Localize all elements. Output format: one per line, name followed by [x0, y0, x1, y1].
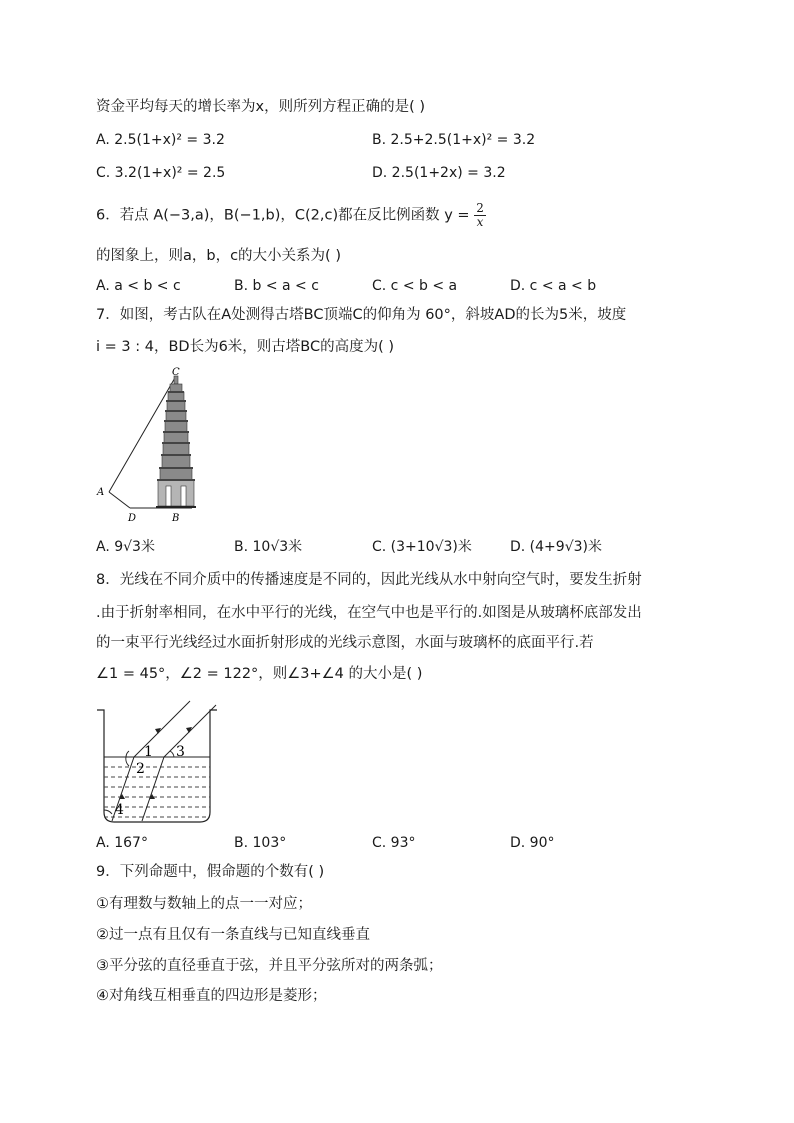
angle-arc-4 [104, 810, 112, 814]
q7-option-a: A. 9√3米 [96, 539, 155, 555]
q9-item-4: ④对角线互相垂直的四边形是菱形； [96, 988, 327, 1004]
q8-option-b: B. 103° [234, 835, 287, 851]
q7-option-b: B. 10√3米 [234, 539, 303, 555]
label-a: A [97, 487, 105, 498]
q7-stem-line2: i = 3 : 4，BD长为6米，则古塔BC的高度为( ) [96, 339, 395, 355]
q8-stem-line4: ∠1 = 45°，∠2 = 122°，则∠3+∠4 的大小是( ) [96, 666, 423, 682]
q5-stem: 资金平均每天的增长率为x，则所列方程正确的是( ) [96, 99, 426, 115]
q6-option-a: A. a < b < c [96, 278, 181, 294]
angle-label-4: 4 [115, 802, 124, 818]
q7-option-d: D. (4+9√3)米 [510, 539, 602, 555]
label-c: C [172, 367, 180, 378]
q5-option-a: A. 2.5(1+x)² = 3.2 [96, 132, 225, 148]
angle-arc-2 [126, 757, 129, 766]
q5-option-c: C. 3.2(1+x)² = 2.5 [96, 165, 226, 181]
q8-stem-line2: .由于折射率相同，在水中平行的光线，在空气中也是平行的.如图是从玻璃杯底部发出 [96, 605, 642, 621]
ray-arrows [119, 727, 192, 799]
q9-item-2: ②过一点有且仅有一条直线与已知直线垂直 [96, 927, 370, 943]
q6-stem-line2: 的图象上，则a，b，c的大小关系为( ) [96, 248, 341, 264]
q6-frac-denominator: x [476, 215, 484, 229]
q9-stem: 9．下列命题中，假命题的个数有( ) [96, 864, 325, 880]
angle-label-2: 2 [136, 761, 145, 777]
angle-label-3: 3 [176, 744, 185, 760]
q7-pagoda-figure [92, 364, 202, 526]
q8-option-a: A. 167° [96, 835, 148, 851]
angle-arc-3 [170, 751, 174, 757]
q6-option-d: D. c < a < b [510, 278, 597, 294]
q8-option-d: D. 90° [510, 835, 555, 851]
q6-option-b: B. b < a < c [234, 278, 319, 294]
q6-option-c: C. c < b < a [372, 278, 458, 294]
q8-stem-line3: 的一束平行光线经过水面折射形成的光线示意图，水面与玻璃杯的底面平行.若 [96, 635, 594, 651]
q6-frac-numerator: 2 [476, 201, 484, 215]
angle-label-1: 1 [144, 744, 153, 760]
q9-item-3: ③平分弦的直径垂直于弦，并且平分弦所对的两条弧； [96, 958, 443, 974]
q7-option-c: C. (3+10√3)米 [372, 539, 472, 555]
slope-ad-line [109, 492, 130, 508]
q5-option-b: B. 2.5+2.5(1+x)² = 3.2 [372, 132, 536, 148]
q6-fraction [474, 202, 486, 229]
q8-stem-line1: 8．光线在不同介质中的传播速度是不同的，因此光线从水中射向空气时，要发生折射 [96, 572, 642, 588]
q9-item-1: ①有理数与数轴上的点一一对应； [96, 896, 312, 912]
label-b: B [172, 513, 180, 524]
angle-arc-1 [126, 751, 129, 757]
pagoda-icon [158, 376, 194, 506]
q6-stem-text: 6．若点 A(−3,a)，B(−1,b)，C(2,c)都在反比例函数 y = [96, 207, 470, 224]
q8-option-c: C. 93° [372, 835, 416, 851]
q6-stem-line1 [96, 202, 486, 229]
label-d: D [128, 513, 137, 524]
q8-glass-figure [92, 696, 222, 828]
q5-option-d: D. 2.5(1+2x) = 3.2 [372, 165, 506, 181]
q7-stem-line1: 7．如图，考古队在A处测得古塔BC顶端C的仰角为 60°，斜坡AD的长为5米，坡度 [96, 307, 627, 323]
